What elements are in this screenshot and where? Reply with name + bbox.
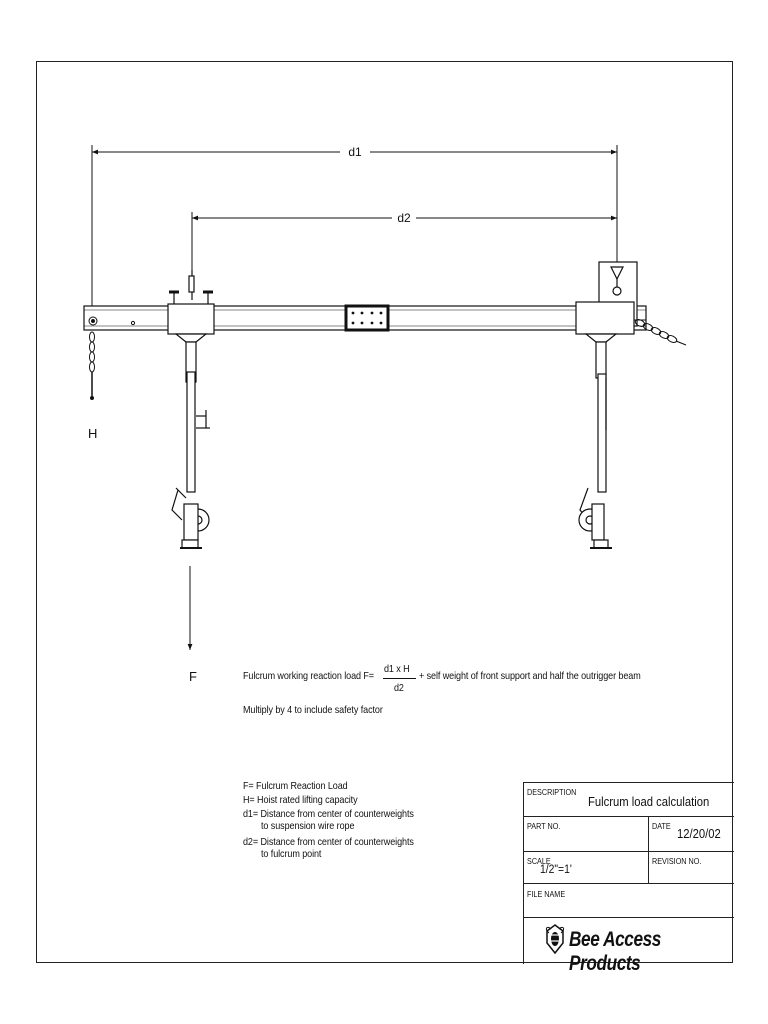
file-name-label: FILE NAME [527, 889, 566, 899]
title-block [523, 782, 734, 975]
legend-d2: d2= Distance from center of counterweights [243, 836, 414, 848]
scale-value: 1/2"=1' [540, 864, 572, 876]
safety-factor-note: Multiply by 4 to include safety factor [243, 704, 383, 716]
tb-divider [648, 816, 649, 883]
part-no-label: PART NO. [527, 821, 561, 831]
formula-denominator: d2 [394, 682, 404, 694]
front-support [168, 270, 214, 548]
label-f: F [189, 669, 197, 684]
legend-f: F= Fulcrum Reaction Load [243, 780, 348, 792]
formula-numerator: d1 x H [384, 663, 410, 675]
formula-suffix: + self weight of front support and half the outrigger beam [419, 670, 641, 682]
revision-no-label: REVISION NO. [652, 856, 702, 866]
date-value: 12/20/02 [677, 827, 721, 841]
dimension-d1-label: d1 [348, 145, 362, 159]
tb-divider [524, 816, 734, 817]
description-label: DESCRIPTION [527, 787, 577, 797]
tb-divider [524, 883, 734, 884]
scale-label: SCALE [527, 856, 551, 866]
label-h: H [88, 426, 98, 441]
company-logo-text: Bee Access Products [569, 928, 661, 975]
legend-d1-cont: to suspension wire rope [261, 820, 355, 832]
date-label: DATE [652, 821, 671, 831]
tb-divider [524, 851, 734, 852]
hoist-chain [90, 332, 95, 400]
dimension-d1 [92, 145, 617, 306]
tb-divider [524, 917, 734, 918]
beam-splice-plate [346, 306, 388, 330]
dimension-d2-label: d2 [397, 211, 411, 225]
rear-support [576, 262, 637, 548]
legend-h: H= Hoist rated lifting capacity [243, 794, 358, 806]
legend-d1: d1= Distance from center of counterweights [243, 808, 414, 820]
formula-prefix: Fulcrum working reaction load F= [243, 670, 375, 682]
bee-logo-icon [544, 923, 566, 957]
description-value: Fulcrum load calculation [588, 795, 710, 809]
formula-fraction-bar [383, 678, 416, 679]
legend-d2-cont: to fulcrum point [261, 848, 322, 860]
